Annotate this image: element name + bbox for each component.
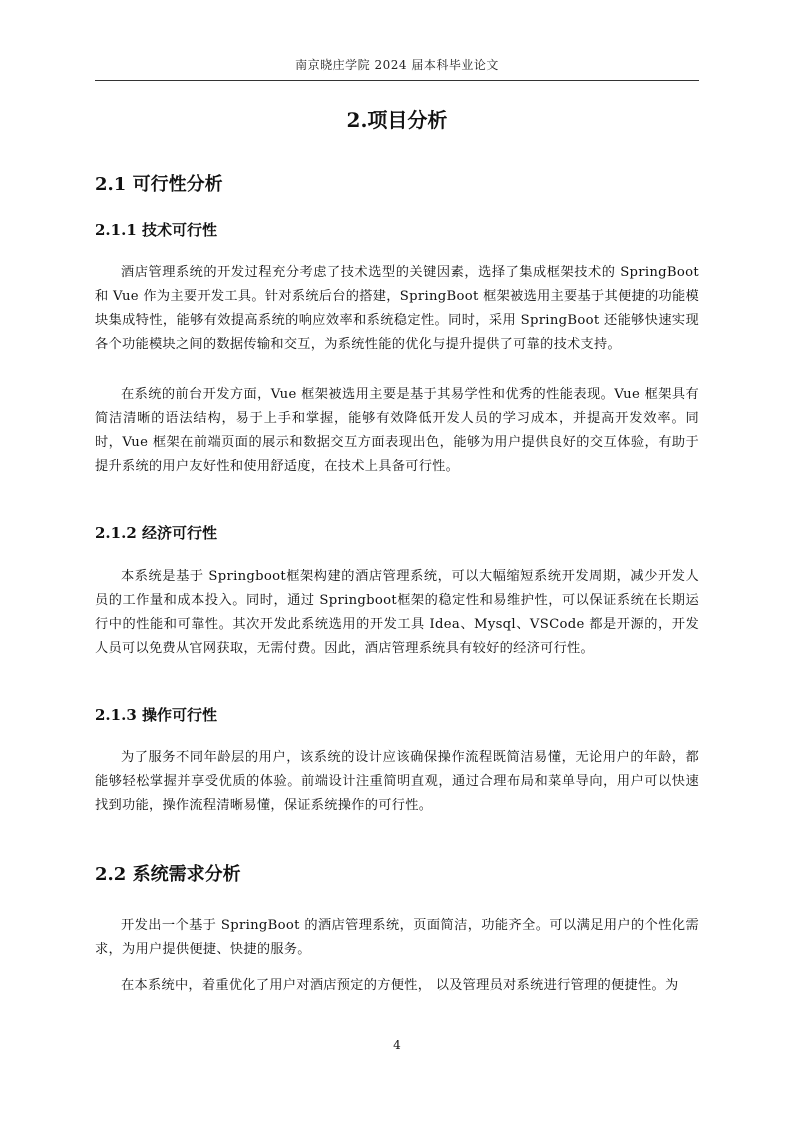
subsection-heading-2-1-3: 2.1.3 操作可行性	[95, 706, 217, 724]
paragraph-operational: 为了服务不同年龄层的用户，该系统的设计应该确保操作流程既简洁易懂，无论用户的年龄，都能够轻松掌握并享受优质的体验。前端设计注重简明直观，通过合理布局和菜单导向，用户可以快速找到功能，操作流程清晰易懂，保证系统操作的可行性。	[95, 750, 699, 813]
chapter-title: 2.项目分析	[346, 108, 448, 132]
paragraph-requirements-2: 在本系统中，着重优化了用户对酒店预定的方便性， 以及管理员对系统进行管理的便捷性。为	[121, 978, 679, 993]
paragraph-requirements-1: 开发出一个基于 SpringBoot 的酒店管理系统，页面简洁，功能齐全。可以满足用户的个性化需求，为用户提供便捷、快捷的服务。	[95, 918, 699, 957]
section-heading-2-2: 2.2 系统需求分析	[95, 864, 241, 885]
page-number: 4	[393, 1038, 401, 1052]
header-divider	[95, 80, 699, 81]
paragraph-economic: 本系统是基于 Springboot框架构建的酒店管理系统，可以大幅缩短系统开发周期，减少开发人员的工作量和成本投入。同时，通过 Springboot框架的稳定性和易维护性，可以保证系统在长期运行中的性能和可靠性。其次开发此系统选用的开发工具 Idea、Mysql、VSCode 都是开源的，开发人员可以免费从官网获取，无需付费。因此，酒店管理系统具有较好的经济可行性。	[95, 569, 699, 656]
paragraph-technical-2: 在系统的前台开发方面，Vue 框架被选用主要是基于其易学性和优秀的性能表现。Vue 框架具有简洁清晰的语法结构，易于上手和掌握，能够有效降低开发人员的学习成本，并提高开发效率。同时，Vue 框架在前端页面的展示和数据交互方面表现出色，能够为用户提供良好的交互体验，有助于提升系统的用户友好性和使用舒适度，在技术上具备可行性。	[95, 387, 699, 474]
subsection-heading-2-1-2: 2.1.2 经济可行性	[95, 524, 217, 542]
subsection-heading-2-1-1: 2.1.1 技术可行性	[95, 221, 217, 239]
section-heading-2-1: 2.1 可行性分析	[95, 174, 223, 195]
paragraph-technical-1: 酒店管理系统的开发过程充分考虑了技术选型的关键因素，选择了集成框架技术的 SpringBoot 和 Vue 作为主要开发工具。针对系统后台的搭建，SpringBoot 框架被选用主要基于其便捷的功能模块集成特性，能够有效提高系统的响应效率和系统稳定性。同时，采用 SpringBoot 还能够快速实现各个功能模块之间的数据传输和交互，为系统性能的优化与提升提供了可靠的技术支持。	[95, 265, 699, 352]
running-header: 南京晓庄学院 2024 届本科毕业论文	[295, 58, 499, 72]
